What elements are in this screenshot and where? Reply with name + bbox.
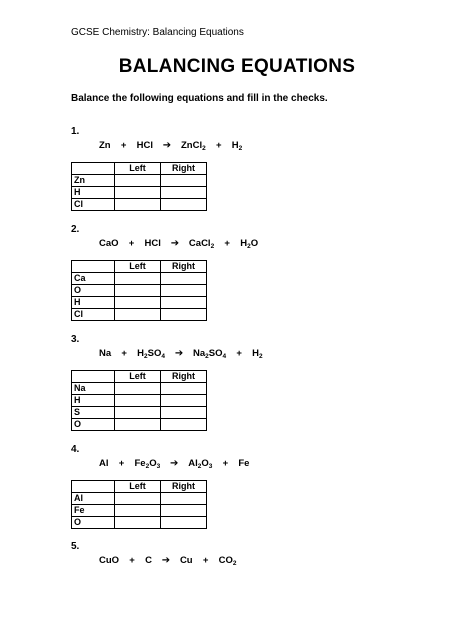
count-cell[interactable] (161, 407, 207, 419)
count-cell[interactable] (161, 199, 207, 211)
table-header-row (72, 481, 207, 493)
table-row (72, 419, 207, 431)
count-cell[interactable] (161, 285, 207, 297)
formula: Al (99, 457, 109, 469)
count-cell[interactable] (115, 493, 161, 505)
question-5 (71, 541, 411, 567)
reaction-arrow-icon: ➔ (174, 347, 184, 359)
question-number: 1. (71, 126, 80, 137)
chemical-equation (99, 346, 411, 360)
plus-sign: + (222, 457, 229, 469)
element-label: O (72, 285, 115, 297)
count-cell[interactable] (161, 297, 207, 309)
table-corner-cell (72, 163, 115, 175)
table-row (72, 383, 207, 395)
table-corner-cell (72, 481, 115, 493)
element-label: Cl (72, 309, 115, 321)
question-number: 5. (71, 541, 80, 552)
formula: Fe (238, 457, 250, 469)
column-header: Right (161, 481, 207, 493)
plus-sign: + (129, 554, 135, 566)
count-cell[interactable] (115, 419, 161, 431)
formula: $CO_2$ (218, 554, 237, 567)
reaction-arrow-icon: ➔ (170, 457, 179, 469)
element-label: O (72, 419, 115, 431)
element-label: Cl (72, 199, 115, 211)
table-row (72, 297, 207, 309)
count-cell[interactable] (115, 505, 161, 517)
question-number: 2. (71, 224, 80, 235)
plus-sign: + (118, 457, 125, 469)
question-4 (71, 444, 411, 529)
element-label: Ca (72, 273, 115, 285)
element-label: Fe (72, 505, 115, 517)
formula: $H_2SO_4$ (137, 347, 166, 360)
table-row (72, 285, 207, 297)
chemical-equation (99, 553, 411, 567)
table-header-row (72, 261, 207, 273)
reaction-arrow-icon: ➔ (170, 237, 180, 249)
count-cell[interactable] (161, 175, 207, 187)
element-label: H (72, 297, 115, 309)
count-cell[interactable] (115, 297, 161, 309)
count-cell[interactable] (161, 505, 207, 517)
plus-sign: + (224, 237, 230, 249)
table-row (72, 273, 207, 285)
column-header: Left (115, 481, 161, 493)
element-label: Na (72, 383, 115, 395)
table-row (72, 493, 207, 505)
count-cell[interactable] (115, 517, 161, 529)
formula: HCl (144, 237, 161, 249)
formula: $H_2O$ (240, 237, 259, 250)
plus-sign: + (236, 347, 242, 359)
formula: $H_2$ (252, 347, 263, 360)
table-corner-cell (72, 261, 115, 273)
count-cell[interactable] (115, 285, 161, 297)
table-row (72, 199, 207, 211)
count-cell[interactable] (115, 199, 161, 211)
worksheet-header: GCSE Chemistry: Balancing Equations (71, 27, 244, 38)
element-label: S (72, 407, 115, 419)
table-row (72, 407, 207, 419)
chemical-equation (99, 236, 411, 250)
column-header: Left (115, 163, 161, 175)
column-header: Right (161, 371, 207, 383)
question-3 (71, 334, 411, 431)
atom-check-table (71, 260, 207, 321)
count-cell[interactable] (115, 175, 161, 187)
formula: $Na_2SO_4$ (193, 347, 227, 360)
formula: C (145, 554, 152, 566)
question-number: 4. (71, 444, 80, 455)
table-row (72, 187, 207, 199)
count-cell[interactable] (115, 383, 161, 395)
formula: ZnCl$_2$ (180, 139, 206, 152)
plus-sign: + (120, 139, 127, 151)
table-row (72, 309, 207, 321)
count-cell[interactable] (161, 395, 207, 407)
table-header-row (72, 371, 207, 383)
count-cell[interactable] (161, 517, 207, 529)
instructions: Balance the following equations and fill in the checks. (71, 93, 328, 104)
table-row (72, 175, 207, 187)
element-label: O (72, 517, 115, 529)
formula: CaO (99, 237, 119, 249)
count-cell[interactable] (115, 407, 161, 419)
column-header: Right (161, 163, 207, 175)
atom-check-table (71, 162, 207, 211)
reaction-arrow-icon: ➔ (162, 139, 172, 151)
table-row (72, 505, 207, 517)
table-corner-cell (72, 371, 115, 383)
atom-check-table (71, 480, 207, 529)
column-header: Left (115, 371, 161, 383)
chemical-equation (99, 138, 411, 152)
formula: CaCl$_2$ (188, 237, 215, 250)
question-number: 3. (71, 334, 80, 345)
element-label: Al (72, 493, 115, 505)
count-cell[interactable] (161, 273, 207, 285)
formula: $H_2$ (231, 139, 243, 152)
formula: $Al_2O_3$ (188, 457, 213, 470)
element-label: H (72, 187, 115, 199)
column-header: Left (115, 261, 161, 273)
page-title: BALANCING EQUATIONS (118, 56, 356, 77)
question-2 (71, 224, 411, 321)
formula: Zn (99, 139, 111, 151)
count-cell[interactable] (115, 187, 161, 199)
plus-sign: + (215, 139, 222, 151)
table-row (72, 395, 207, 407)
count-cell[interactable] (115, 309, 161, 321)
question-1 (71, 126, 411, 211)
formula: HCl (136, 139, 153, 151)
formula: Na (99, 347, 112, 359)
chemical-equation (99, 456, 411, 470)
plus-sign: + (121, 347, 127, 359)
plus-sign: + (202, 554, 209, 566)
table-header-row (72, 163, 207, 175)
plus-sign: + (128, 237, 135, 249)
count-cell[interactable] (161, 309, 207, 321)
count-cell[interactable] (115, 273, 161, 285)
count-cell[interactable] (115, 395, 161, 407)
table-row (72, 517, 207, 529)
count-cell[interactable] (161, 493, 207, 505)
count-cell[interactable] (161, 419, 207, 431)
formula: CuO (99, 554, 120, 566)
element-label: H (72, 395, 115, 407)
formula: $Fe_2O_3$ (134, 457, 161, 470)
atom-check-table (71, 370, 207, 431)
element-label: Zn (72, 175, 115, 187)
count-cell[interactable] (161, 383, 207, 395)
column-header: Right (161, 261, 207, 273)
formula: Cu (179, 554, 193, 566)
reaction-arrow-icon: ➔ (161, 554, 171, 566)
count-cell[interactable] (161, 187, 207, 199)
